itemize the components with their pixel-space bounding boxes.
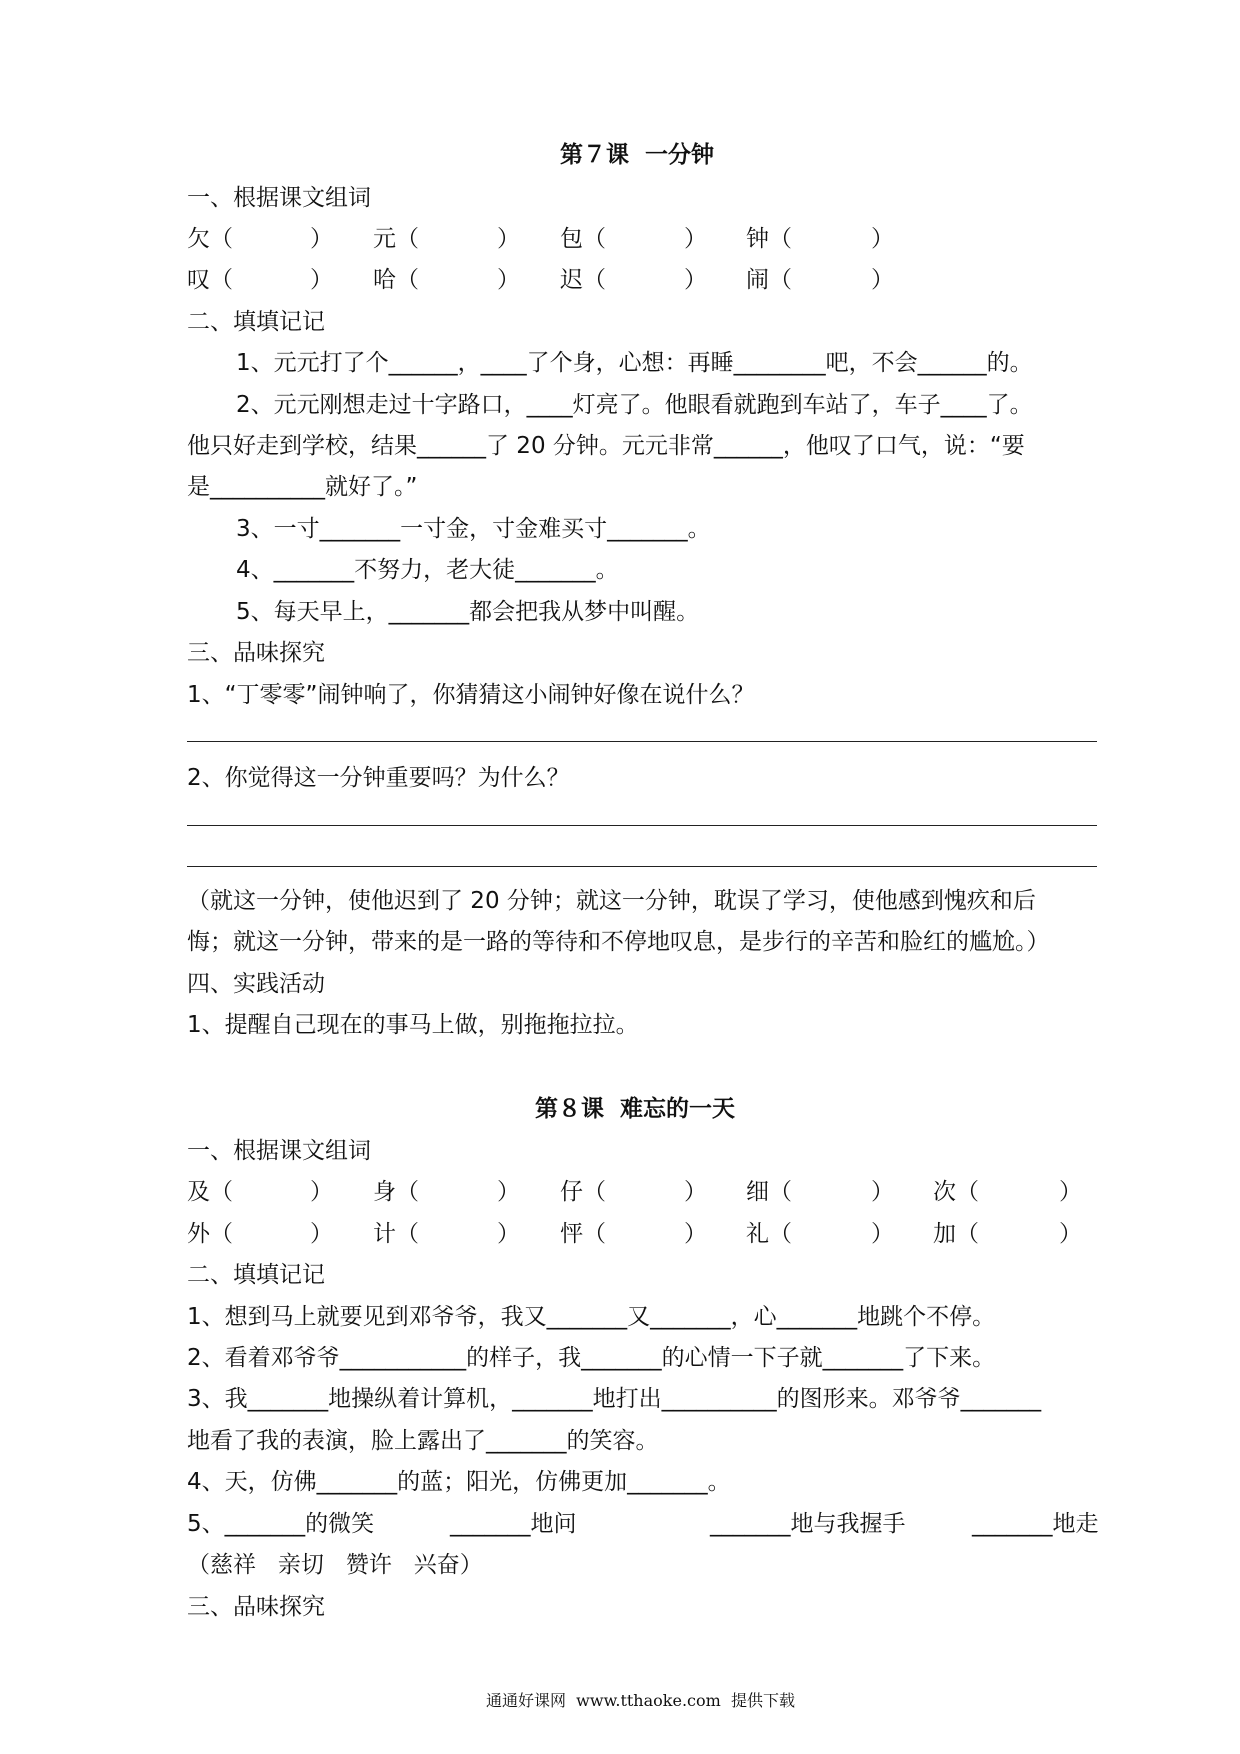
word-item: 元（ <box>373 226 419 252</box>
word-close-paren: ） <box>310 226 333 252</box>
word-item: 仔（ <box>560 1179 606 1205</box>
lesson7-section1-heading: 一、根据课文组词 <box>187 185 371 211</box>
lesson7-section3-heading: 三、品味探究 <box>187 640 325 666</box>
word-item: 细（ <box>746 1179 792 1205</box>
word-close-paren: ） <box>684 1179 707 1205</box>
lesson7-fill-1: 1、元元打了个______，____了个身，心想：再睡________吧，不会______的。 <box>236 350 1033 376</box>
lesson8-options: （慈祥 亲切 赞许 兴奋） <box>187 1552 483 1578</box>
word-close-paren: ） <box>684 1221 707 1247</box>
word-item: 叹（ <box>187 267 233 293</box>
word-close-paren: ） <box>871 226 894 252</box>
lesson7-fill-3: 3、一寸_______一寸金，寸金难买寸_______。 <box>236 516 711 542</box>
word-item: 礼（ <box>746 1221 792 1247</box>
word-close-paren: ） <box>310 1221 333 1247</box>
answer-line <box>187 825 1097 826</box>
lesson7-fill-4: 4、_______不努力，老大徒_______。 <box>236 557 619 583</box>
lesson8-fill-3a: 3、我_______地操纵着计算机，_______地打出__________的图形来。邓爷爷_______ <box>187 1386 1042 1412</box>
lesson7-fill-2b: 他只好走到学校，结果______了 20 分钟。元元非常______，他叹了口气，说：“要 <box>187 433 1025 459</box>
word-item: 钟（ <box>746 226 792 252</box>
word-close-paren: ） <box>497 267 520 293</box>
lesson7-question-1: 1、“丁零零”闹钟响了，你猜猜这小闹钟好像在说什么？ <box>187 682 755 708</box>
answer-line <box>187 741 1097 742</box>
lesson7-question-2: 2、你觉得这一分钟重要吗？为什么？ <box>187 765 570 791</box>
word-item: 欠（ <box>187 226 233 252</box>
lesson7-fill-2a: 2、元元刚想走过十字路口，____灯亮了。他眼看就跑到车站了，车子____了。 <box>236 392 1033 418</box>
lesson8-fill-3b: 地看了我的表演，脸上露出了_______的笑容。 <box>187 1428 659 1454</box>
fill5-item: _______地走 <box>972 1511 1099 1537</box>
lesson7-fill-5: 5、每天早上，_______都会把我从梦中叫醒。 <box>236 599 700 625</box>
lesson8-section1-heading: 一、根据课文组词 <box>187 1138 371 1164</box>
word-close-paren: ） <box>871 1179 894 1205</box>
fill5-item: _______地问 <box>450 1511 577 1537</box>
lesson7-answer-b: 悔；就这一分钟，带来的是一路的等待和不停地叹息，是步行的辛苦和脸红的尴尬。） <box>187 929 1050 955</box>
word-item: 外（ <box>187 1221 233 1247</box>
lesson8-fill-2: 2、看着邓爷爷___________的样子，我_______的心情一下子就_______了下来。 <box>187 1345 996 1371</box>
lesson7-section2-heading: 二、填填记记 <box>187 309 325 335</box>
word-close-paren: ） <box>497 1221 520 1247</box>
lesson8-fill-4: 4、天，仿佛_______的蓝；阳光，仿佛更加_______。 <box>187 1469 731 1495</box>
word-item: 哈（ <box>373 267 419 293</box>
word-item: 身（ <box>373 1179 419 1205</box>
word-close-paren: ） <box>684 267 707 293</box>
word-item: 及（ <box>187 1179 233 1205</box>
word-item: 计（ <box>373 1221 419 1247</box>
lesson8-section3-heading: 三、品味探究 <box>187 1594 325 1620</box>
word-close-paren: ） <box>497 226 520 252</box>
word-item: 包（ <box>560 226 606 252</box>
lesson7-practice-1: 1、提醒自己现在的事马上做，别拖拖拉拉。 <box>187 1012 639 1038</box>
word-close-paren: ） <box>1059 1221 1082 1247</box>
fill5-item: _______地与我握手 <box>710 1511 906 1537</box>
lesson8-title: 第８课 难忘的一天 <box>535 1096 736 1122</box>
word-close-paren: ） <box>310 267 333 293</box>
word-close-paren: ） <box>1059 1179 1082 1205</box>
word-close-paren: ） <box>871 1221 894 1247</box>
word-item: 怦（ <box>560 1221 606 1247</box>
lesson7-answer-a: （就这一分钟，使他迟到了 20 分钟；就这一分钟，耽误了学习，使他感到愧疚和后 <box>187 888 1036 914</box>
lesson7-section4-heading: 四、实践活动 <box>187 971 325 997</box>
lesson7-title: 第７课 一分钟 <box>560 142 715 168</box>
word-close-paren: ） <box>684 226 707 252</box>
word-item: 闹（ <box>746 267 792 293</box>
word-close-paren: ） <box>871 267 894 293</box>
answer-line <box>187 866 1097 867</box>
word-item: 次（ <box>933 1179 979 1205</box>
lesson8-section2-heading: 二、填填记记 <box>187 1262 325 1288</box>
word-item: 加（ <box>933 1221 979 1247</box>
fill5-item: 5、_______的微笑 <box>187 1511 375 1537</box>
word-close-paren: ） <box>497 1179 520 1205</box>
word-item: 迟（ <box>560 267 606 293</box>
lesson7-fill-2c: 是__________就好了。” <box>187 474 418 500</box>
page-footer: 通通好课网 www.tthaoke.com 提供下载 <box>486 1691 795 1710</box>
word-close-paren: ） <box>310 1179 333 1205</box>
lesson8-fill-1: 1、想到马上就要见到邓爷爷，我又_______又_______，心_______地跳个不停。 <box>187 1304 996 1330</box>
